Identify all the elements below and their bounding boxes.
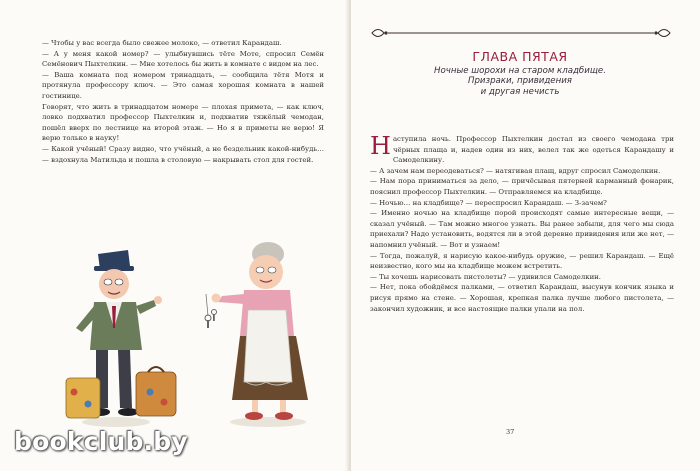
left-paragraph: — Какой учёный! Сразу видно, что учёный, а не бездельник какой-нибудь… — вздохнула Матильда и пошла в столовую — накрывать стол для гостей. xyxy=(42,144,324,164)
subtitle-line: Призраки, привидения xyxy=(468,76,572,87)
right-paragraph: — Ночью… на кладбище? — переспросил Карандаш. — З-зачем? xyxy=(370,198,607,207)
first-paragraph-text: аступила ночь. Профессор Пыхтелкин достал из своего чемодана три чёрных плаща и, надев один из них, велел так же одеться Карандашу и Самоделкину. xyxy=(392,135,674,165)
watermark: bookclub.by xyxy=(14,427,188,456)
right-paragraph: — Тогда, пожалуй, я нарисую какое-нибудь оружие, — решил Карандаш. — Ещё неизвестно, кого мы на кладбище можем встретить. xyxy=(370,251,674,271)
page-number: 37 xyxy=(506,428,515,436)
left-paragraph: — Чтобы у вас всегда было свежее молоко, — ответил Карандаш. xyxy=(42,39,282,47)
chapter-subtitle xyxy=(395,66,645,97)
characters-illustration xyxy=(58,232,338,432)
professor-figure xyxy=(66,250,176,427)
aunt-motya-figure xyxy=(212,242,309,427)
left-paragraph: Говорят, что жить в тринадцатом номере — плохая примета, — как ключ, ловко подхватил профессор Пыхтелкин и, подхватив тяжёлый чемодан, пошёл вверх по лестнице на второй этаж. — Но я в приметы не верю! Я верю только в науку! xyxy=(42,102,324,143)
right-paragraph: — Ты хочешь нарисовать пистолеты? — удивился Самоделкин. xyxy=(370,272,601,281)
first-paragraph xyxy=(370,134,674,166)
right-page-text xyxy=(370,134,674,314)
drop-cap: Н xyxy=(370,132,391,160)
left-page xyxy=(0,0,349,471)
subtitle-line: Ночные шорохи на старом кладбище. xyxy=(434,66,606,76)
right-paragraph: — Нет, пока обойдёмся палками, — ответил Карандаш, высунув кончик языка и рисуя прямо на стене. — Хорошая, крепкая палка лучше любого пистолета, — закончил художник, и все настоящие палки упали на пол. xyxy=(370,283,674,313)
right-paragraph: — Нам пора приниматься за дело, — причёсывая пятерней карманный фонарик, пояснил профессор Пыхтелкин. — Отправляемся на кладбище. xyxy=(370,177,674,196)
right-paragraph: — А зачем нам переодеваться? — натягивая плащ, вдруг спросил Самоделкин. xyxy=(370,166,661,175)
left-paragraph: — А у меня какой номер? — улыбнувшись тёте Моте, спросил Семён Семёнович Пыхтелкин. — Мне хотелось бы жить в комнате с видом на лес. xyxy=(42,49,324,69)
left-paragraph: — Ваша комната под номером тринадцать, — сообщила тётя Мотя и протянула профессору ключ. — Это самая хорошая комната в нашей гостинице. xyxy=(42,70,324,100)
left-page-text xyxy=(42,38,324,165)
subtitle-line: и другая нечисть xyxy=(480,86,560,97)
right-paragraph: — Именно ночью на кладбище порой происходят самые интересные вещи, — сказал учёный. — Там можно многое узнать. Вы ранее забыли, для чего мы сюда приехали? Надо установить, водятся ли в этой деревне привидения или же нет, — напомнил учёный. — Вот и узнаем! xyxy=(370,209,674,249)
chapter-title: ГЛАВА ПЯТАЯ xyxy=(472,49,568,64)
chapter-ornament xyxy=(370,26,672,40)
